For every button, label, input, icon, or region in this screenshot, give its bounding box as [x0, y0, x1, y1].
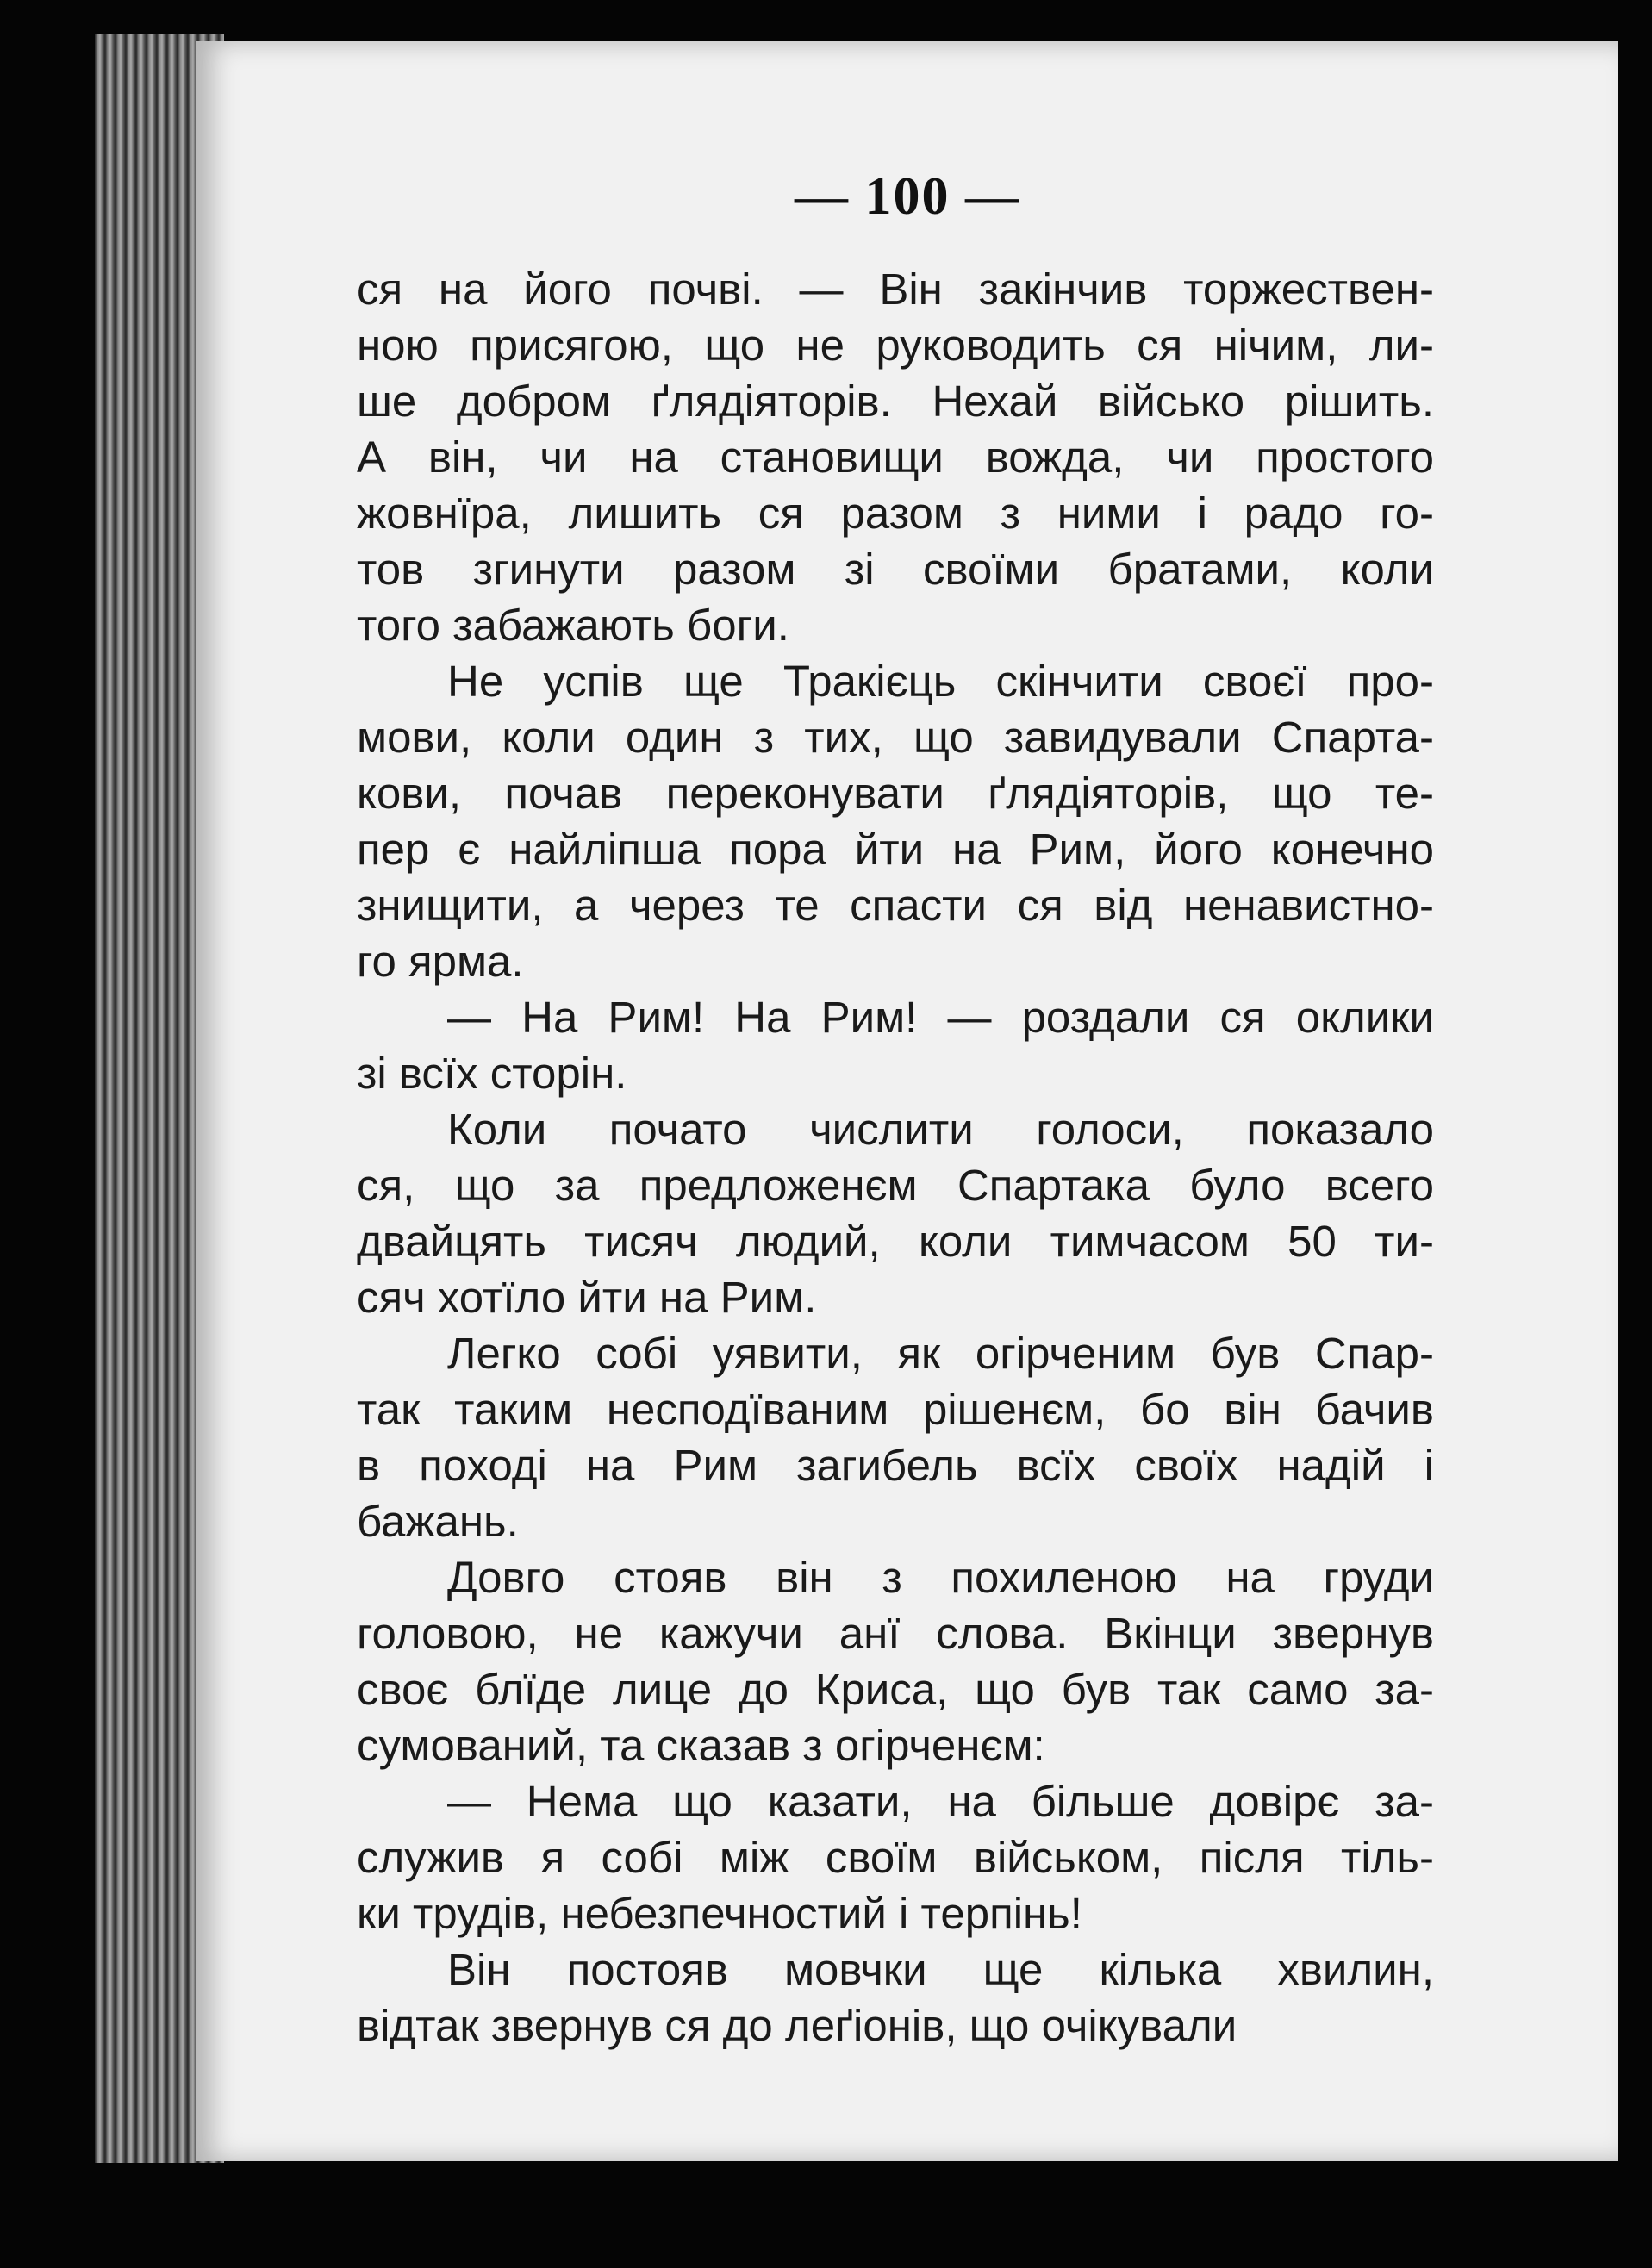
text-line: ною присягою, що не руководить ся нічим, ли-: [357, 321, 1434, 370]
text-line: так таким несподїваним рішенєм, бо він бачив: [357, 1385, 1434, 1434]
text-line: го ярма.: [357, 937, 524, 986]
paragraph: [357, 1549, 1434, 1773]
paragraph: [357, 1325, 1434, 1549]
text-line: сяч хотїло йти на Рим.: [357, 1273, 817, 1322]
text-line: А він, чи на становищи вожда, чи простого: [357, 433, 1434, 482]
text-line: тов згинути разом зі своїми братами, коли: [357, 545, 1434, 594]
text-line: ки трудів, небезпечностий і терпінь!: [357, 1889, 1082, 1938]
paragraph: [357, 1941, 1434, 2053]
paragraph: [357, 1101, 1434, 1325]
text-line: відтак звернув ся до леґіонів, що очікували: [357, 2001, 1237, 2050]
text-line: Він постояв мовчки ще кілька хвилин,: [447, 1945, 1434, 1994]
text-line: мови, коли один з тих, що завидували Спарта-: [357, 713, 1434, 762]
text-line: головою, не кажучи анї слова. Вкінци звернув: [357, 1609, 1434, 1658]
paragraph: [357, 989, 1434, 1101]
text-line: своє блїде лице до Криса, що був так само за-: [357, 1665, 1434, 1714]
text-line: Не успів ще Тракієць скінчити своєї про-: [447, 657, 1434, 706]
paragraph: [357, 653, 1434, 989]
paragraph: [357, 1773, 1434, 1941]
text-line: зі всїх сторін.: [357, 1049, 627, 1098]
text-line: ше добром ґлядіяторів. Нехай військо рішить.: [357, 377, 1434, 426]
text-line: знищити, а через те спасти ся від ненавистно-: [357, 881, 1434, 930]
text-line: ся на його почві. — Він закінчив торжествен-: [357, 265, 1434, 314]
text-line: Довго стояв він з похиленою на груди: [447, 1553, 1434, 1602]
text-line: кови, почав переконувати ґлядіяторів, що те-: [357, 769, 1434, 818]
text-line: в поході на Рим загибель всїх своїх надій і: [357, 1441, 1434, 1490]
text-line: — Нема що казати, на більше довірє за-: [447, 1777, 1434, 1826]
text-line: бажань.: [357, 1497, 519, 1546]
page-number: — 100 —: [795, 167, 1020, 226]
text-line: Легко собі уявити, як огірченим був Спар-: [447, 1329, 1434, 1378]
text-line: двайцять тисяч людий, коли тимчасом 50 ти-: [357, 1217, 1434, 1266]
text-line: сумований, та сказав з огірченєм:: [357, 1721, 1045, 1770]
text-line: жовнїра, лишить ся разом з ними і радо го-: [357, 489, 1434, 538]
text-line: ся, що за предложенєм Спартака було всего: [357, 1161, 1434, 1210]
text-line: — На Рим! На Рим! — роздали ся оклики: [447, 993, 1434, 1042]
page-body-text: [357, 261, 1434, 2053]
text-line: служив я собі між своїм військом, після тіль-: [357, 1833, 1434, 1882]
text-line: Коли почато числити голоси, показало: [447, 1105, 1434, 1154]
text-line: того забажають боги.: [357, 601, 789, 650]
text-line: пер є найліпша пора йти на Рим, його конечно: [357, 825, 1434, 874]
paragraph: [357, 261, 1434, 653]
book-page: [196, 41, 1618, 2161]
